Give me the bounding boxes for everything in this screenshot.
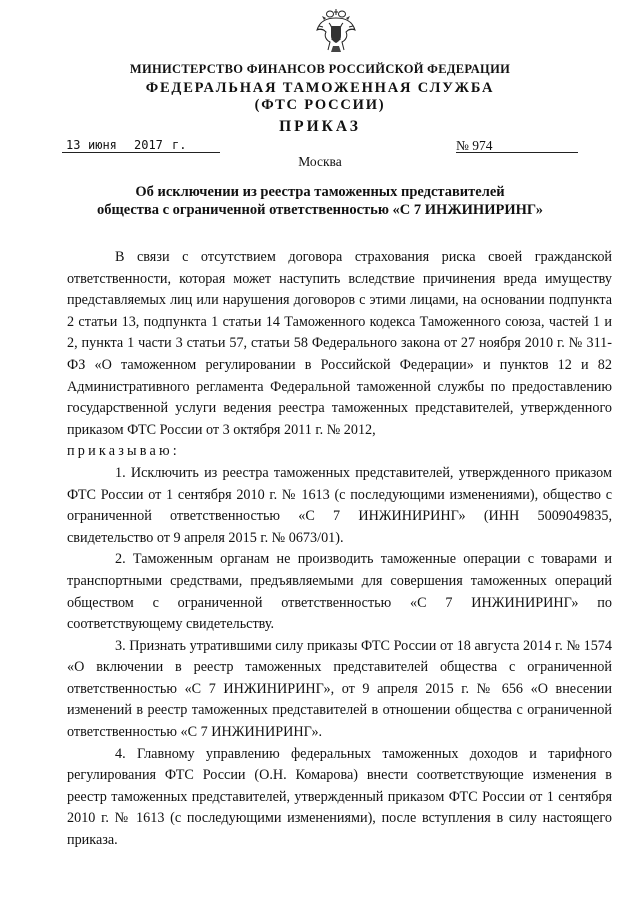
order-date <box>62 138 220 153</box>
date-suffix: г. <box>172 138 187 152</box>
order-title-line1: Об исключении из реестра таможенных представителей <box>135 184 505 200</box>
date-day: 13 <box>66 138 81 152</box>
document-type: ПРИКАЗ <box>279 118 361 135</box>
order-title <box>0 183 640 219</box>
date-year: 2017 <box>134 138 163 152</box>
preamble: В связи с отсутствием договора страхования риска своей гражданской ответственности, которая может наступить вследствие причинения вреда имуществу представляемых лиц или нарушения договоров с этими лицами, на основании подпункта 2 статьи 13, подпункта 1 статьи 14 Таможенного кодекса Таможенного союза, частей 1 и 2, пункта 1 части 3 статьи 57, статьи 58 Федерального закона от 27 ноября 2010 г. № 311-ФЗ «О таможенном регулировании в Российской Федерации» и пунктов 12 и 82 Административного регламента Федеральной таможенной службы по предоставлению государственной услуги ведения реестра таможенных представителей, утвержденного приказом ФТС России от 3 октября 2011 г. № 2012, <box>67 249 612 438</box>
order-number: № 974 <box>456 138 578 153</box>
order-word: приказываю: <box>67 443 180 460</box>
order-item-2: 2. Таможенным органам не производить таможенные операции с товарами и транспортными средствами, предъявляемыми для совершения таможенных операций обществом с ограниченной ответственностью «С 7 ИНЖИНИРИНГ» по соответствующему свидетельству. <box>67 551 612 633</box>
order-body <box>67 247 612 852</box>
order-item-4: 4. Главному управлению федеральных таможенных доходов и тарифного регулирования ФТС России (О.Н. Комарова) внести соответствующие изменения в реестр таможенных представителей, утвержденный приказом ФТС России от 1 сентября 2010 г. № 1613 (с последующими изменениями), после вступления в силу настоящего приказа. <box>67 745 612 849</box>
date-month: июня <box>88 138 117 152</box>
service-name <box>0 80 640 114</box>
service-name-line2: (ФТС РОССИИ) <box>254 97 386 113</box>
order-item-1: 1. Исключить из реестра таможенных представителей, утвержденного приказом ФТС России от 1 сентября 2010 г. № 1613 (с последующими изменениями), общество с ограниченной ответственностью «С 7 ИНЖИНИРИНГ» (ИНН 5009049835, свидетельство от 9 апреля 2015 г. № 0673/01). <box>67 464 612 546</box>
service-name-line1: ФЕДЕРАЛЬНАЯ ТАМОЖЕННАЯ СЛУЖБА <box>145 80 495 96</box>
city: Москва <box>298 154 342 169</box>
order-item-3: 3. Признать утратившими силу приказы ФТС России от 18 августа 2014 г. № 1574 «О включении в реестр таможенных представителей общества с ограниченной ответственностью «С 7 ИНЖИНИРИНГ», от 9 апреля 2015 г. № 656 «О внесении изменений в реестр таможенных представителей в отношении общества с ограниченной ответственностью «С 7 ИНЖИНИРИНГ». <box>67 637 612 741</box>
coat-of-arms-icon <box>314 6 358 56</box>
ministry-name: МИНИСТЕРСТВО ФИНАНСОВ РОССИЙСКОЙ ФЕДЕРАЦИИ <box>129 62 511 76</box>
order-title-line2: общества с ограниченной ответственностью «С 7 ИНЖИНИРИНГ» <box>96 202 544 218</box>
